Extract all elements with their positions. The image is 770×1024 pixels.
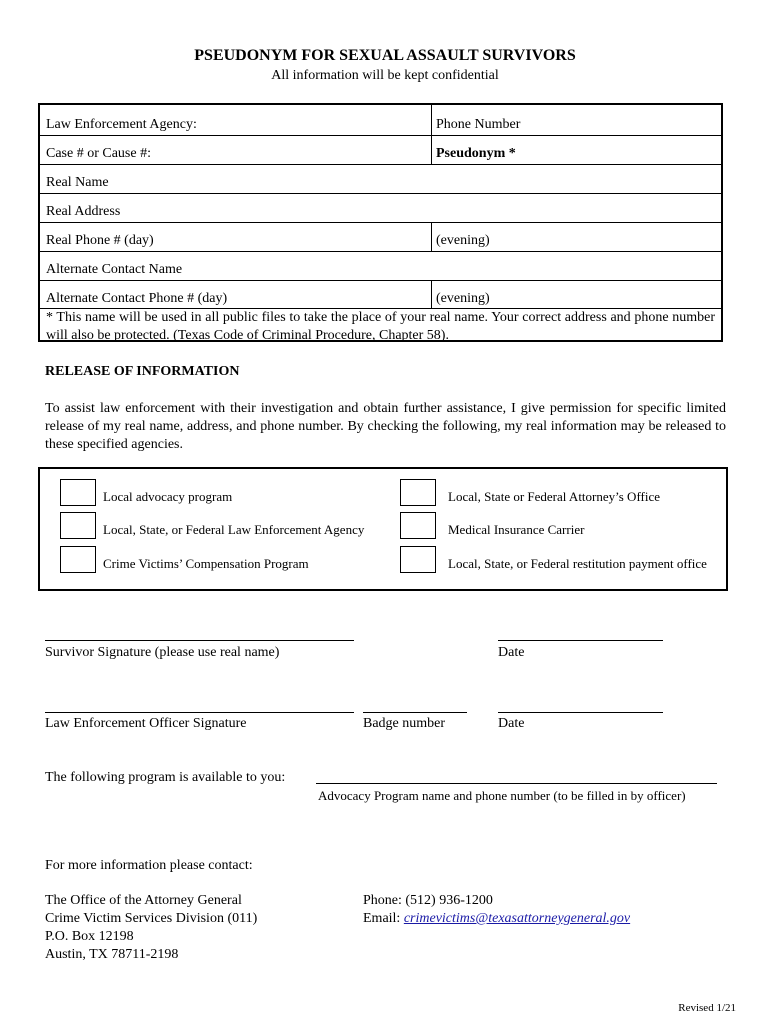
alternate-contact-phone-day-field[interactable]: Alternate Contact Phone # (day) bbox=[46, 291, 228, 306]
pseudonym-field[interactable]: Pseudonym * bbox=[436, 146, 516, 161]
survivor-signature-label: Survivor Signature (please use real name) bbox=[45, 645, 280, 660]
alternate-contact-phone-evening-field[interactable]: (evening) bbox=[436, 291, 490, 306]
row-divider bbox=[40, 193, 721, 194]
phone-number-field[interactable]: Phone Number bbox=[436, 117, 521, 132]
checkbox-law-enforcement[interactable] bbox=[60, 512, 96, 539]
contact-address-line: P.O. Box 12198 bbox=[45, 929, 134, 944]
contact-address-line: Austin, TX 78711-2198 bbox=[45, 947, 179, 962]
document-title: PSEUDONYM FOR SEXUAL ASSAULT SURVIVORS bbox=[194, 47, 576, 64]
row-divider bbox=[40, 222, 721, 223]
row-divider bbox=[40, 280, 721, 281]
advocacy-program-line[interactable] bbox=[316, 783, 717, 784]
date-label: Date bbox=[498, 645, 525, 660]
row-divider bbox=[40, 135, 721, 136]
checkbox-label: Crime Victims’ Compensation Program bbox=[103, 556, 309, 571]
contact-phone: Phone: (512) 936-1200 bbox=[363, 893, 493, 908]
release-paragraph: To assist law enforcement with their investigation and obtain further assistance, I give permission for specific limited release of my real name, address, and phone number. By checking the following, my real information may be released to these specified agencies. bbox=[45, 401, 726, 452]
checkbox-local-advocacy[interactable] bbox=[60, 479, 96, 506]
program-intro: The following program is available to you: bbox=[45, 770, 286, 785]
checkbox-label: Local advocacy program bbox=[103, 489, 233, 504]
row-divider bbox=[40, 164, 721, 165]
agency-checkbox-group bbox=[38, 467, 728, 591]
real-phone-evening-field[interactable]: (evening) bbox=[436, 233, 490, 248]
release-heading: RELEASE OF INFORMATION bbox=[45, 364, 240, 379]
checkbox-label: Local, State, or Federal restitution payment office bbox=[448, 556, 707, 571]
badge-number-label: Badge number bbox=[363, 716, 446, 731]
pseudonym-footnote: * This name will be used in all public files to take the place of your real name. Your correct address and phone number will also be protected. (Texas Code of Criminal Procedure, Chapter 58). bbox=[46, 310, 715, 343]
survivor-info-form bbox=[38, 103, 723, 342]
column-divider bbox=[431, 105, 432, 164]
contact-address-line: The Office of the Attorney General bbox=[45, 893, 242, 908]
real-name-field[interactable]: Real Name bbox=[46, 175, 109, 190]
checkbox-label: Medical Insurance Carrier bbox=[448, 522, 585, 537]
checkbox-medical-insurance[interactable] bbox=[400, 512, 436, 539]
column-divider bbox=[431, 222, 432, 251]
checkbox-label: Local, State, or Federal Law Enforcement Agency bbox=[103, 522, 365, 537]
revision-date: Revised 1/21 bbox=[678, 1002, 736, 1014]
officer-signature-label: Law Enforcement Officer Signature bbox=[45, 716, 247, 731]
contact-email-label: Email: bbox=[363, 911, 404, 926]
real-address-field[interactable]: Real Address bbox=[46, 204, 121, 219]
alternate-contact-name-field[interactable]: Alternate Contact Name bbox=[46, 262, 183, 277]
email-link[interactable]: crimevictims@texasattorneygeneral.gov bbox=[403, 911, 631, 926]
contact-intro: For more information please contact: bbox=[45, 858, 253, 873]
date-line[interactable] bbox=[498, 712, 663, 713]
date-line[interactable] bbox=[498, 640, 663, 641]
badge-number-line[interactable] bbox=[363, 712, 467, 713]
column-divider bbox=[431, 280, 432, 308]
real-phone-day-field[interactable]: Real Phone # (day) bbox=[46, 233, 154, 248]
checkbox-attorney-office[interactable] bbox=[400, 479, 436, 506]
checkbox-restitution-office[interactable] bbox=[400, 546, 436, 573]
contact-address-line: Crime Victim Services Division (011) bbox=[45, 911, 258, 926]
checkbox-label: Local, State or Federal Attorney’s Office bbox=[448, 489, 661, 504]
law-enforcement-agency-field[interactable]: Law Enforcement Agency: bbox=[46, 117, 197, 132]
case-number-field[interactable]: Case # or Cause #: bbox=[46, 146, 151, 161]
contact-email bbox=[363, 911, 630, 927]
row-divider bbox=[40, 251, 721, 252]
advocacy-program-caption: Advocacy Program name and phone number (to be filled in by officer) bbox=[318, 788, 686, 803]
checkbox-crime-victims-compensation[interactable] bbox=[60, 546, 96, 573]
document-subtitle: All information will be kept confidential bbox=[271, 68, 499, 83]
survivor-signature-line[interactable] bbox=[45, 640, 354, 641]
date-label: Date bbox=[498, 716, 525, 731]
officer-signature-line[interactable] bbox=[45, 712, 354, 713]
